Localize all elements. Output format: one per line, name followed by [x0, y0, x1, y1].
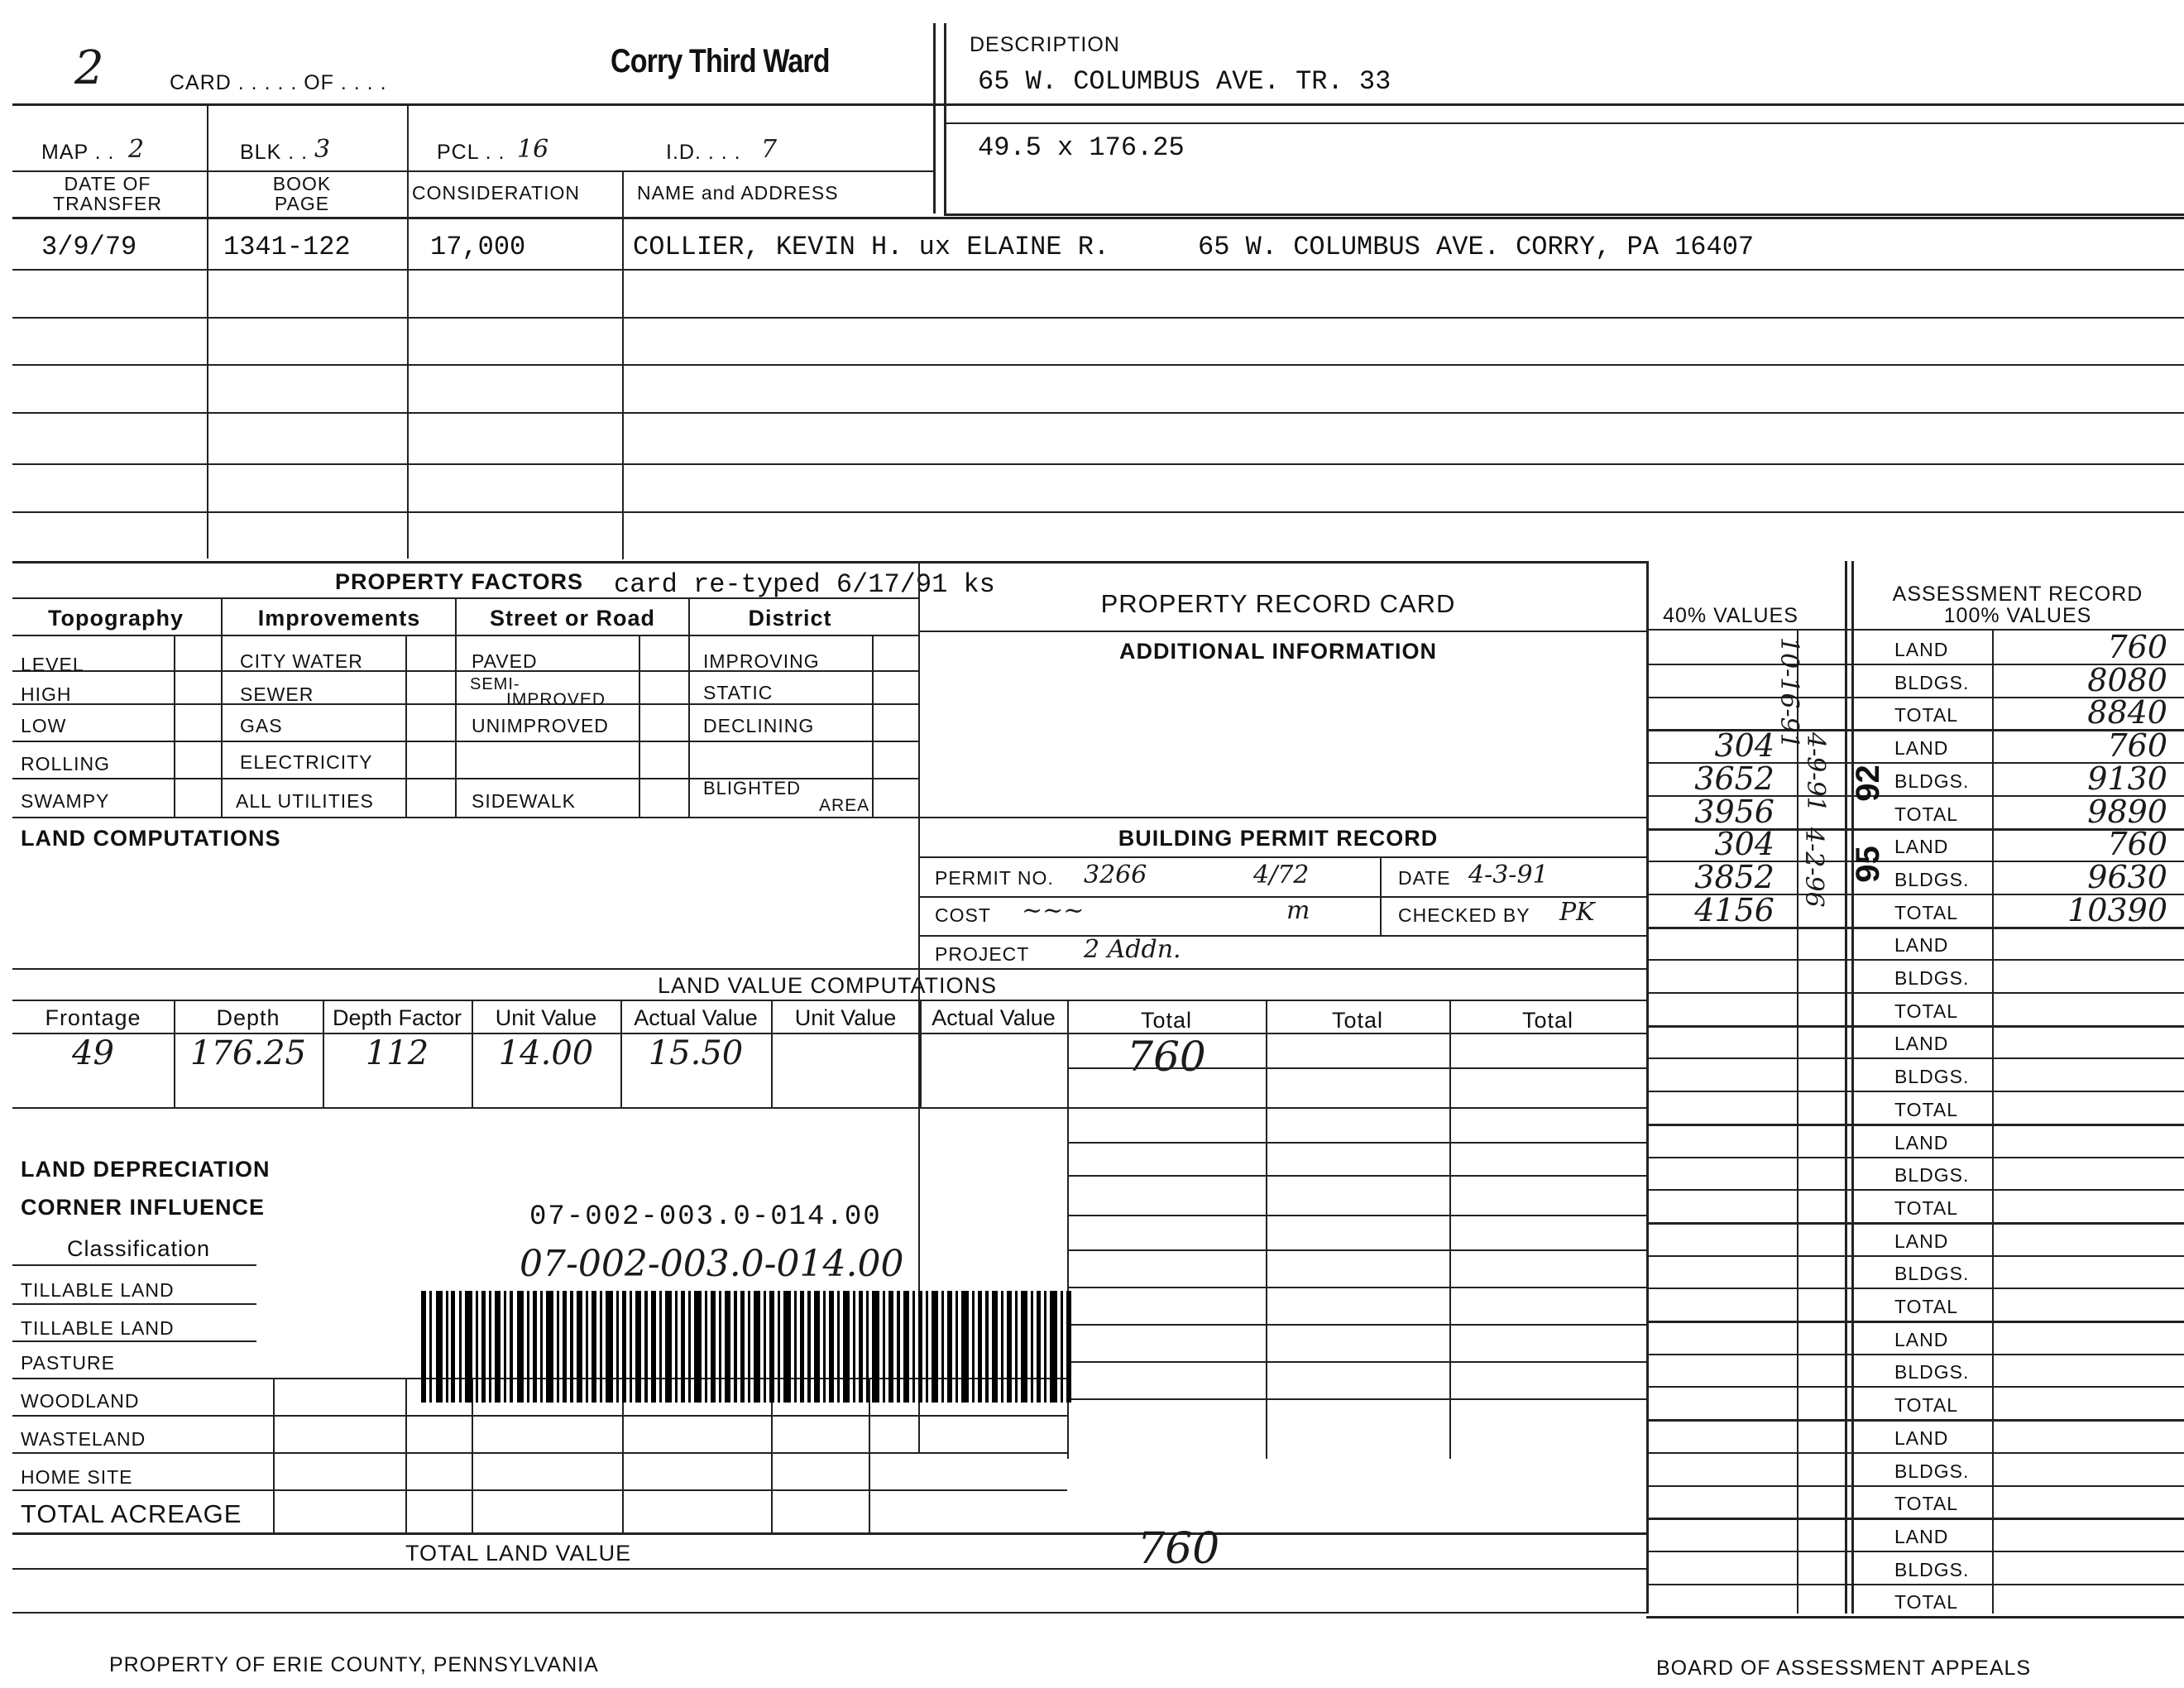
assess-row-label: TOTAL [1894, 1000, 1958, 1022]
blk-label: BLK . . [240, 141, 309, 164]
district-static: STATIC [703, 682, 774, 703]
assess-note-3: 4-2-96 [1799, 827, 1828, 908]
parcel-number-typed: 07-002-003.0-014.00 [529, 1201, 882, 1233]
corner-influence-label: CORNER INFLUENCE [21, 1195, 266, 1220]
assess-row-label: BLDGS. [1894, 1164, 1970, 1186]
col-book-page: BOOK PAGE [272, 173, 332, 214]
assess-row-label: TOTAL [1894, 902, 1958, 923]
map-label: MAP . . [41, 141, 115, 164]
additional-information-label: ADDITIONAL INFORMATION [1119, 639, 1437, 664]
transfer-name: COLLIER, KEVIN H. ux ELAINE R. [633, 232, 1110, 262]
lv-total-1: Total [1140, 1008, 1193, 1033]
assess-40-value: 304 [1714, 826, 1774, 862]
col-name-address: NAME and ADDRESS [637, 182, 839, 204]
pcl-value: 16 [517, 135, 549, 164]
assess-value: 760 [2107, 727, 2167, 764]
assess-row-label: LAND [1894, 1132, 1949, 1153]
assess-40-value: 3852 [1694, 859, 1774, 895]
assess-row-label: LAND [1894, 1033, 1949, 1054]
checked-by-label: CHECKED BY [1398, 904, 1530, 926]
property-factors-title: PROPERTY FACTORS [335, 569, 584, 594]
impr-city-water: CITY WATER [240, 650, 363, 672]
street-paved: PAVED [472, 650, 538, 672]
topography-header: Topography [48, 606, 184, 631]
assess-value: 8840 [2087, 694, 2167, 731]
project-value: 2 Addn. [1084, 935, 1181, 964]
transfer-book-page: 1341-122 [223, 232, 351, 262]
assess-row-label: BLDGS. [1894, 770, 1970, 792]
barcode-icon [418, 1291, 1080, 1403]
district-declining: DECLINING [703, 715, 815, 736]
assess-row-label: BLDGS. [1894, 1263, 1970, 1284]
values-40-label: 40% VALUES [1663, 604, 1798, 627]
assess-row-label: BLDGS. [1894, 869, 1970, 890]
assess-row-label: TOTAL [1894, 1591, 1958, 1613]
parcel-number-handwritten: 07-002-003.0-014.00 [520, 1243, 904, 1285]
assess-row-label: LAND [1894, 737, 1949, 759]
date-label: DATE [1398, 867, 1451, 889]
district-area: AREA [819, 796, 870, 815]
card-of-label: CARD . . . . . OF . . . . [170, 71, 387, 94]
lv-unit-value-2: Unit Value [794, 1005, 897, 1030]
assess-row-label: TOTAL [1894, 1099, 1958, 1120]
assess-value: 9630 [2087, 859, 2167, 895]
topo-swampy: SWAMPY [21, 790, 110, 812]
id-value: 7 [761, 135, 778, 164]
topo-high: HIGH [21, 683, 72, 705]
assess-row-label: LAND [1894, 639, 1949, 660]
assess-row-label: LAND [1894, 1230, 1949, 1252]
lv-frontage-value: 49 [72, 1034, 114, 1072]
assess-value: 10390 [2067, 892, 2167, 928]
assess-note-2: 4-9-91 [1801, 732, 1830, 813]
pcl-label: PCL . . [437, 141, 505, 164]
land-computations-label: LAND COMPUTATIONS [21, 826, 281, 851]
map-value: 2 [128, 135, 145, 164]
total-land-value-label: TOTAL LAND VALUE [405, 1541, 632, 1566]
card-number-handwritten: 2 [74, 41, 104, 95]
assess-row-label: BLDGS. [1894, 967, 1970, 989]
permit-no-extra: 4/72 [1253, 861, 1310, 890]
district-improving: IMPROVING [703, 650, 820, 672]
ward-title: Corry Third Ward [611, 43, 830, 79]
assess-note-1: 10-16-91 [1774, 637, 1803, 749]
topo-level: LEVEL [21, 654, 84, 675]
assess-year-2: 92 [1849, 765, 1886, 802]
transfer-consideration: 17,000 [430, 232, 526, 262]
assess-row-label: LAND [1894, 836, 1949, 857]
assess-40-value: 304 [1714, 727, 1774, 764]
topo-rolling: ROLLING [21, 753, 110, 774]
class-pasture: PASTURE [21, 1352, 115, 1374]
assess-value: 9130 [2087, 760, 2167, 797]
land-depreciation-label: LAND DEPRECIATION [21, 1157, 271, 1182]
footer-left: PROPERTY OF ERIE COUNTY, PENNSYLVANIA [109, 1653, 599, 1676]
lv-depth-factor-value: 112 [365, 1034, 429, 1072]
lv-total-3: Total [1521, 1008, 1574, 1033]
assess-row-label: LAND [1894, 1427, 1949, 1449]
assess-row-label: BLDGS. [1894, 1066, 1970, 1087]
assess-40-value: 3956 [1694, 794, 1774, 830]
project-label: PROJECT [935, 943, 1030, 965]
district-header: District [748, 606, 832, 631]
assess-row-label: TOTAL [1894, 803, 1958, 825]
impr-all-utilities: ALL UTILITIES [236, 790, 374, 812]
cost-value: ~~~ [1022, 896, 1085, 925]
assess-row-label: TOTAL [1894, 1296, 1958, 1317]
assess-row-label: TOTAL [1894, 1394, 1958, 1416]
permit-no-value: 3266 [1084, 861, 1147, 890]
permit-no-label: PERMIT NO. [935, 867, 1054, 889]
description-line2: 49.5 x 176.25 [978, 132, 1185, 163]
assessment-title-1: ASSESSMENT RECORD [1892, 583, 2143, 606]
assess-row-label: TOTAL [1894, 1493, 1958, 1514]
lv-actual-value-value: 15.50 [648, 1034, 744, 1072]
blk-value: 3 [314, 135, 331, 164]
assessment-title-2: 100% VALUES [1943, 604, 2092, 627]
land-value-computations-title: LAND VALUE COMPUTATIONS [657, 973, 998, 998]
impr-sewer: SEWER [240, 683, 314, 705]
building-permit-record-title: BUILDING PERMIT RECORD [1118, 826, 1439, 851]
col-consideration: CONSIDERATION [412, 182, 580, 204]
footer-right: BOARD OF ASSESSMENT APPEALS [1656, 1657, 2032, 1680]
assess-row-label: TOTAL [1894, 704, 1958, 726]
checked-by-value: PK [1559, 898, 1595, 927]
lv-depth-factor: Depth Factor [332, 1005, 462, 1030]
district-blighted: BLIGHTED [703, 778, 802, 798]
col-date-of-transfer: DATE OF TRANSFER [53, 173, 162, 214]
assess-40-value: 4156 [1694, 892, 1774, 928]
street-improved: IMPROVED [506, 690, 606, 709]
street-sidewalk: SIDEWALK [472, 790, 577, 812]
description-label: DESCRIPTION [970, 33, 1120, 56]
lv-depth: Depth [216, 1005, 280, 1030]
class-home-site: HOME SITE [21, 1466, 133, 1488]
date-value: 4-3-91 [1468, 861, 1549, 890]
assess-value: 9890 [2087, 794, 2167, 830]
lv-unit-value: Unit Value [495, 1005, 597, 1030]
topo-low: LOW [21, 715, 67, 736]
retyped-note: card re-typed 6/17/91 ks [614, 569, 995, 600]
total-acreage-label: TOTAL ACREAGE [21, 1499, 242, 1528]
assess-value: 8080 [2087, 662, 2167, 698]
lv-unit-value-value: 14.00 [498, 1034, 594, 1072]
lv-total-value: 760 [1127, 1033, 1206, 1081]
street-header: Street or Road [489, 606, 656, 631]
impr-gas: GAS [240, 715, 283, 736]
class-tillable-1: TILLABLE LAND [21, 1279, 175, 1301]
class-tillable-2: TILLABLE LAND [21, 1317, 175, 1339]
assess-year-3: 95 [1849, 846, 1886, 883]
assess-40-value: 3652 [1694, 760, 1774, 797]
transfer-date: 3/9/79 [41, 232, 137, 262]
assess-row-label: LAND [1894, 1526, 1949, 1547]
total-land-value: 760 [1138, 1524, 1220, 1574]
id-label: I.D. . . . [666, 141, 741, 164]
street-unimproved: UNIMPROVED [472, 715, 609, 736]
property-record-card-title: PROPERTY RECORD CARD [1100, 589, 1456, 618]
street-semi: SEMI- [470, 675, 520, 693]
assess-row-label: BLDGS. [1894, 1460, 1970, 1482]
assess-row-label: BLDGS. [1894, 1361, 1970, 1383]
description-line1: 65 W. COLUMBUS AVE. TR. 33 [978, 66, 1391, 97]
lv-depth-value: 176.25 [190, 1034, 306, 1072]
assess-row-label: TOTAL [1894, 1197, 1958, 1219]
assess-row-label: BLDGS. [1894, 1559, 1970, 1580]
assess-row-label: LAND [1894, 934, 1949, 956]
assess-row-label: LAND [1894, 1329, 1949, 1350]
improvements-header: Improvements [257, 606, 421, 631]
classification-label: Classification [66, 1236, 211, 1261]
assess-value: 760 [2107, 826, 2167, 862]
class-wasteland: WASTELAND [21, 1428, 146, 1450]
cost-extra: m [1286, 896, 1310, 925]
assess-value: 760 [2107, 629, 2167, 665]
lv-actual-value-2: Actual Value [932, 1005, 1056, 1030]
class-woodland: WOODLAND [21, 1390, 140, 1412]
lv-total-2: Total [1331, 1008, 1384, 1033]
impr-electricity: ELECTRICITY [240, 751, 373, 773]
assess-row-label: BLDGS. [1894, 672, 1970, 693]
transfer-address: 65 W. COLUMBUS AVE. CORRY, PA 16407 [1198, 232, 1755, 262]
cost-label: COST [935, 904, 991, 926]
lv-actual-value: Actual Value [634, 1005, 758, 1030]
lv-frontage: Frontage [45, 1005, 141, 1030]
